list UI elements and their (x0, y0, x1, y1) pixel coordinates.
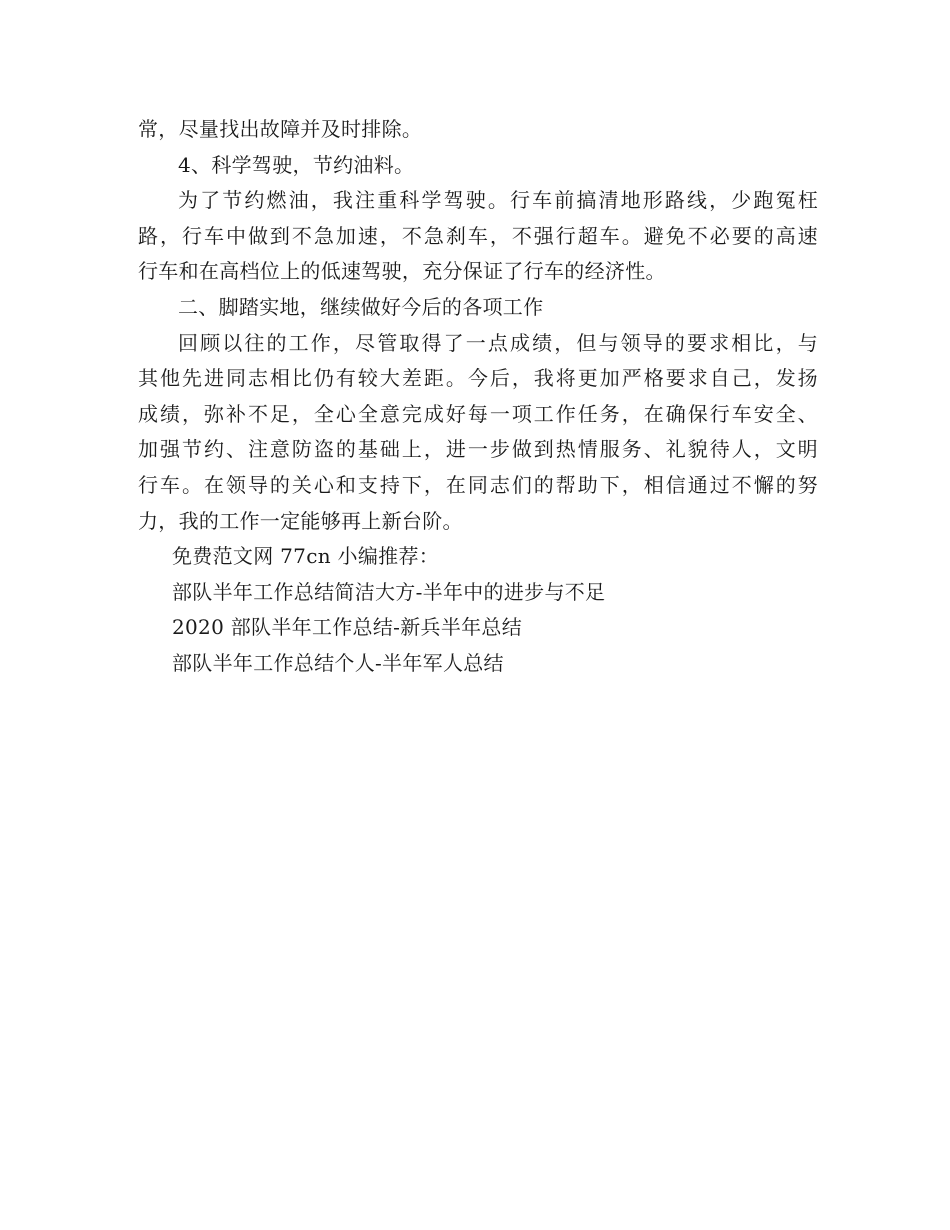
paragraph-line: 其他先进同志相比仍有较大差距。今后，我将更加严格要求自己，发扬 (138, 366, 818, 391)
paragraph-line: 路，行车中做到不急加速，不急刹车，不强行超车。避免不必要的高速 (138, 223, 818, 248)
recommendation-link[interactable]: 2020 部队半年工作总结-新兵半年总结 (172, 615, 523, 640)
document-body (138, 112, 818, 682)
paragraph-line: 回顾以往的工作，尽管取得了一点成绩，但与领导的要求相比，与 (178, 330, 818, 355)
paragraph-line: 行车和在高档位上的低速驾驶，充分保证了行车的经济性。 (138, 259, 666, 284)
paragraph-line: 为了节约燃油，我注重科学驾驶。行车前搞清地形路线，少跑冤枉 (178, 188, 818, 213)
recommendation-link[interactable]: 部队半年工作总结个人-半年军人总结 (172, 650, 504, 675)
paragraph-line: 成绩，弥补不足，全心全意完成好每一项工作任务，在确保行车安全、 (138, 401, 818, 426)
paragraph-line: 力，我的工作一定能够再上新台阶。 (138, 508, 463, 533)
paragraph-continuation-line: 常，尽量找出故障并及时排除。 (138, 117, 423, 141)
recommendation-link[interactable]: 部队半年工作总结简洁大方-半年中的进步与不足 (172, 579, 606, 604)
section-heading-2: 二、脚踏实地，继续做好今后的各项工作 (178, 294, 544, 319)
paragraph-line: 行车。在领导的关心和支持下，在同志们的帮助下，相信通过不懈的努 (138, 472, 818, 497)
paragraph-line: 加强节约、注意防盗的基础上，进一步做到热情服务、礼貌待人，文明 (138, 437, 818, 462)
recommend-label: 免费范文网 77cn 小编推荐： (172, 544, 440, 569)
section-heading-4: 4、科学驾驶，节约油料。 (178, 152, 415, 177)
